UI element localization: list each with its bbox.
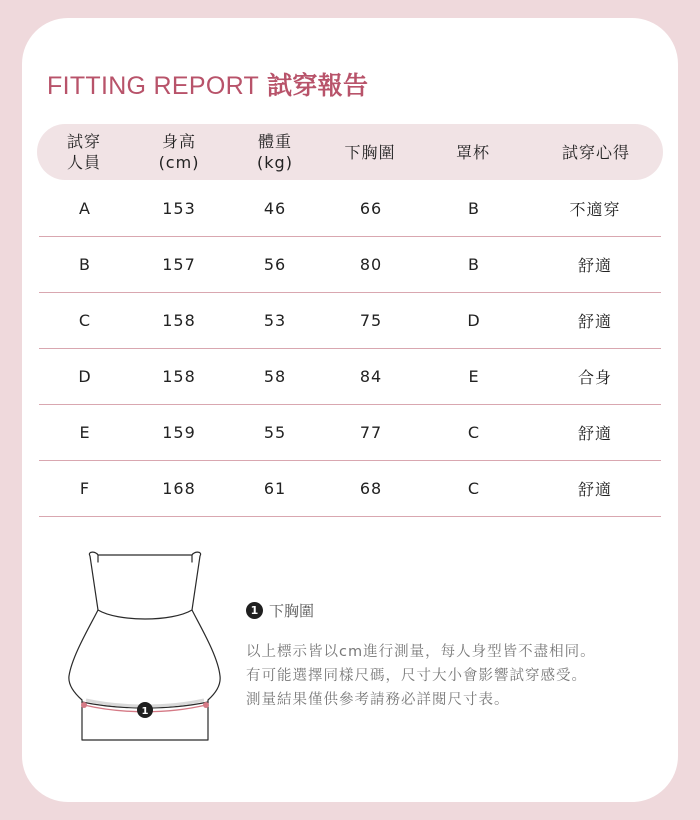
cell-cup: C <box>467 422 481 442</box>
cell-tester: D <box>78 366 92 386</box>
garment-diagram <box>60 548 230 753</box>
cell-tester: F <box>79 478 91 498</box>
cell-feedback: 不適穿 <box>569 199 621 219</box>
cell-tester: A <box>79 198 91 218</box>
measure-point-right <box>203 702 209 708</box>
cell-weight: 61 <box>263 478 287 498</box>
cell-underbust: 75 <box>359 310 383 330</box>
note-line-3: 測量結果僅供參考請務必詳閱尺寸表。 <box>246 692 510 708</box>
table-row <box>39 292 661 349</box>
fitting-note <box>246 640 596 712</box>
legend-label: 下胸圍 <box>269 602 315 620</box>
cell-cup: E <box>468 366 480 386</box>
table-row <box>39 236 661 293</box>
cell-tester: E <box>79 422 91 442</box>
header-tester-line1: 試穿 <box>66 132 101 151</box>
marker-1-text: 1 <box>141 706 149 717</box>
legend-marker-badge: 1 <box>246 602 263 619</box>
cell-weight: 46 <box>263 198 287 218</box>
cell-weight: 56 <box>263 254 287 274</box>
note-line-2: 有可能選擇同樣尺碼，尺寸大小會影響試穿感受。 <box>246 668 587 684</box>
cell-weight: 53 <box>263 310 287 330</box>
table-row <box>39 460 661 517</box>
cell-underbust: 68 <box>359 478 383 498</box>
header-feedback-label: 試穿心得 <box>561 142 630 162</box>
cell-feedback: 舒適 <box>577 255 612 275</box>
cell-underbust: 77 <box>359 422 383 442</box>
note-line-1: 以上標示皆以cm進行測量，每人身型皆不盡相同。 <box>246 644 596 660</box>
table-row <box>39 404 661 461</box>
cell-tester: B <box>79 254 91 274</box>
cell-height: 158 <box>162 366 196 386</box>
cell-height: 153 <box>162 198 196 218</box>
cell-feedback: 舒適 <box>577 311 612 331</box>
cell-underbust: 80 <box>359 254 383 274</box>
header-height <box>131 124 227 180</box>
cell-weight: 58 <box>263 366 287 386</box>
cell-feedback: 舒適 <box>577 423 612 443</box>
cell-weight: 55 <box>263 422 287 442</box>
header-height-unit: (cm) <box>158 153 200 172</box>
header-weight-line1: 體重 <box>257 132 292 151</box>
header-underbust <box>323 124 417 180</box>
cell-cup: D <box>467 310 481 330</box>
cell-height: 157 <box>162 254 196 274</box>
header-weight-unit: (kg) <box>257 153 293 172</box>
cell-underbust: 66 <box>359 198 383 218</box>
cell-tester: C <box>78 310 92 330</box>
header-weight <box>227 124 323 180</box>
header-tester <box>37 124 131 180</box>
cell-cup: C <box>467 478 481 498</box>
cell-cup: B <box>468 198 480 218</box>
header-tester-line2: 人員 <box>66 153 101 172</box>
table-row <box>39 180 661 237</box>
header-cup-label: 罩杯 <box>455 142 490 162</box>
cell-underbust: 84 <box>359 366 383 386</box>
cell-cup: B <box>468 254 480 274</box>
header-underbust-label: 下胸圍 <box>344 142 396 162</box>
cell-height: 158 <box>162 310 196 330</box>
report-title-chinese: 試穿報告 <box>267 71 369 100</box>
report-title <box>47 66 368 102</box>
header-feedback <box>529 124 663 180</box>
cell-height: 168 <box>162 478 196 498</box>
cell-feedback: 舒適 <box>577 479 612 499</box>
cell-feedback: 合身 <box>577 367 612 387</box>
header-cup <box>417 124 529 180</box>
table-row <box>39 348 661 405</box>
cell-height: 159 <box>162 422 196 442</box>
header-height-line1: 身高 <box>161 132 196 151</box>
diagram-legend <box>246 600 314 621</box>
measure-point-left <box>81 702 87 708</box>
report-title-english: FITTING REPORT <box>47 72 260 100</box>
table-header <box>37 124 663 180</box>
